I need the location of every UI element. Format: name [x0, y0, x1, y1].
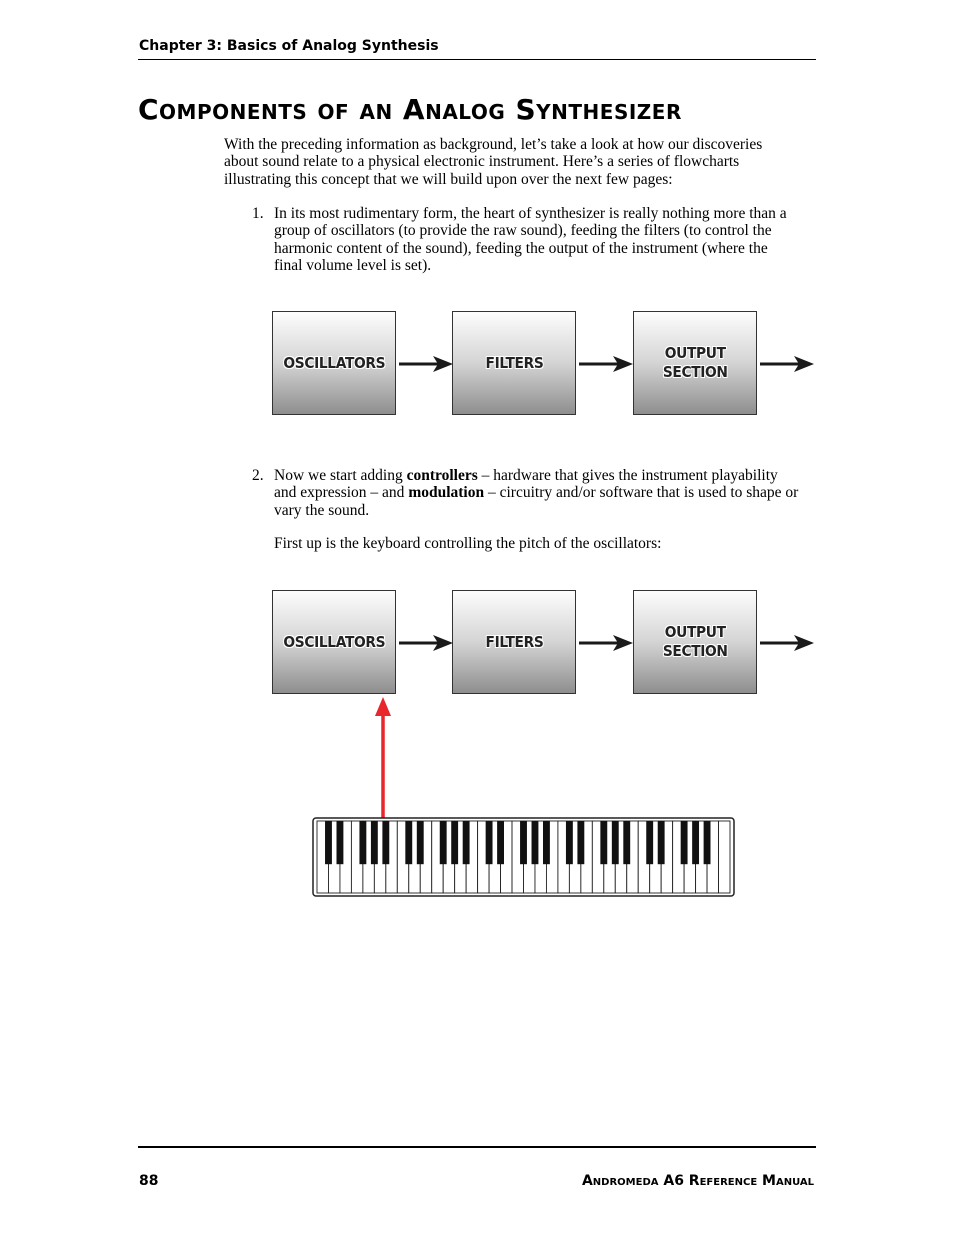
black-key: [440, 821, 447, 864]
black-key: [359, 821, 366, 864]
page-number: 88: [139, 1173, 159, 1189]
black-key: [405, 821, 412, 864]
footer-rule: [138, 1146, 816, 1148]
black-key: [520, 821, 527, 864]
black-key: [692, 821, 699, 864]
list-item-1-text: In its most rudimentary form, the heart of synthesizer is really nothing more than a group of oscillators (to provide the raw sound), feeding the filters (to control the harmonic content of the sound), feeding the output of the instrument (where the final volume level is set).: [274, 205, 787, 274]
section-title: Components of an Analog Synthesizer: [138, 93, 682, 126]
list-number-1: 1.: [252, 205, 264, 222]
black-key: [382, 821, 389, 864]
black-key: [704, 821, 711, 864]
black-key: [612, 821, 619, 864]
arrow-osc-to-filters: [399, 635, 453, 651]
black-key: [681, 821, 688, 864]
keyboard-to-oscillators-arrow: [375, 697, 391, 818]
black-key: [337, 821, 344, 864]
arrow-output-out: [760, 635, 814, 651]
black-key: [451, 821, 458, 864]
black-key: [658, 821, 665, 864]
running-header: Chapter 3: Basics of Analog Synthesis: [139, 38, 439, 54]
arrow-filters-to-output: [579, 635, 633, 651]
black-key: [486, 821, 493, 864]
black-key: [623, 821, 630, 864]
intro-paragraph: With the preceding information as background, let’s take a look at how our discoveries about sound relate to a physical electronic instrument. Here’s a series of flowcharts illustrating this concept that we will build upon over the next few pages:: [224, 136, 763, 188]
black-key: [577, 821, 584, 864]
black-key: [566, 821, 573, 864]
black-key: [600, 821, 607, 864]
list-item-2-text: Now we start adding controllers – hardware that gives the instrument playability and expression – and modulation – circuitry and/or software that is used to shape or vary the sound.: [274, 467, 799, 519]
filters-label: FILTERS: [485, 632, 543, 651]
manual-title: Andromeda A6 Reference Manual: [581, 1173, 814, 1189]
black-key: [325, 821, 332, 864]
black-key: [646, 821, 653, 864]
output-section-label: OUTPUT SECTION: [662, 344, 728, 381]
term-modulation: modulation: [408, 484, 485, 502]
keyboard-icon: [312, 817, 735, 897]
oscillators-label: OSCILLATORS: [283, 632, 385, 651]
term-controllers: controllers: [406, 467, 478, 484]
filters-label: FILTERS: [485, 353, 543, 372]
list-number-2: 2.: [252, 467, 264, 484]
black-key: [532, 821, 539, 864]
output-section-label: OUTPUT SECTION: [662, 623, 728, 660]
black-key: [417, 821, 424, 864]
white-key: [719, 821, 730, 893]
oscillators-label: OSCILLATORS: [283, 353, 385, 372]
black-key: [463, 821, 470, 864]
list-item-2-followup: First up is the keyboard controlling the pitch of the oscillators:: [274, 535, 662, 552]
black-key: [497, 821, 504, 864]
black-key: [371, 821, 378, 864]
black-key: [543, 821, 550, 864]
